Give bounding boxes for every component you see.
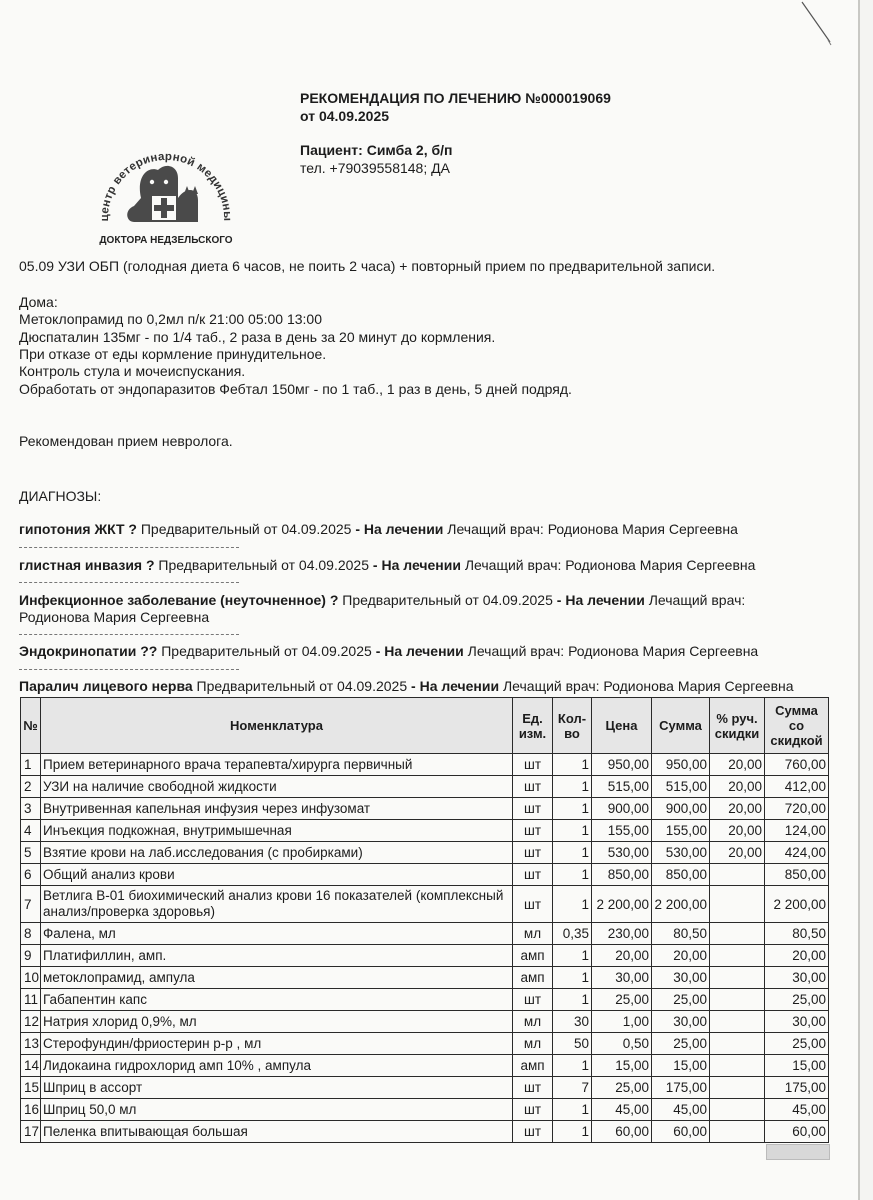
row-sum: 2 200,00 bbox=[652, 886, 710, 923]
row-qty: 7 bbox=[553, 1077, 592, 1099]
row-discount: 20,00 bbox=[710, 776, 765, 798]
row-sum: 175,00 bbox=[652, 1077, 710, 1099]
table-row bbox=[21, 1099, 829, 1121]
row-total: 25,00 bbox=[765, 989, 829, 1011]
row-number: 8 bbox=[21, 923, 41, 945]
row-price: 25,00 bbox=[592, 1077, 652, 1099]
row-unit: мл bbox=[513, 1011, 553, 1033]
row-total: 60,00 bbox=[765, 1121, 829, 1143]
row-qty: 1 bbox=[553, 1121, 592, 1143]
row-qty: 0,35 bbox=[553, 923, 592, 945]
row-name: Фалена, мл bbox=[41, 923, 513, 945]
logo-arc-text: центр ветеринарной медицины bbox=[98, 150, 234, 222]
row-name: УЗИ на наличие свободной жидкости bbox=[41, 776, 513, 798]
table-row bbox=[21, 1033, 829, 1055]
row-total: 424,00 bbox=[765, 842, 829, 864]
diagnosis-entry: Паралич лицевого нерва Предварительный от 04.09.2025 - На лечении Лечащий врач: Родионова Мария Сергеевна bbox=[19, 678, 794, 694]
table-row bbox=[21, 820, 829, 842]
row-qty: 1 bbox=[553, 754, 592, 776]
table-row bbox=[21, 776, 829, 798]
table-row bbox=[21, 989, 829, 1011]
document-title: РЕКОМЕНДАЦИЯ ПО ЛЕЧЕНИЮ №000019069 bbox=[300, 90, 611, 106]
row-discount bbox=[710, 886, 765, 923]
col-header-price: Цена bbox=[592, 698, 652, 754]
row-discount: 20,00 bbox=[710, 754, 765, 776]
row-qty: 1 bbox=[553, 989, 592, 1011]
table-row bbox=[21, 1055, 829, 1077]
row-total: 25,00 bbox=[765, 1033, 829, 1055]
row-number: 6 bbox=[21, 864, 41, 886]
table-row bbox=[21, 967, 829, 989]
divider bbox=[19, 547, 239, 548]
patient-info bbox=[300, 141, 452, 177]
row-total: 30,00 bbox=[765, 1011, 829, 1033]
row-sum: 15,00 bbox=[652, 1055, 710, 1077]
row-qty: 1 bbox=[553, 1055, 592, 1077]
row-total: 15,00 bbox=[765, 1055, 829, 1077]
row-discount bbox=[710, 1011, 765, 1033]
row-number: 11 bbox=[21, 989, 41, 1011]
col-header-unit: Ед. изм. bbox=[513, 698, 553, 754]
row-total: 45,00 bbox=[765, 1099, 829, 1121]
row-price: 0,50 bbox=[592, 1033, 652, 1055]
corner-scratch-mark bbox=[800, 0, 840, 50]
row-name: Шприц в ассорт bbox=[41, 1077, 513, 1099]
col-header-num: № bbox=[21, 698, 41, 754]
row-name: Взятие крови на лаб.исследования (с пробирками) bbox=[41, 842, 513, 864]
row-discount bbox=[710, 967, 765, 989]
row-total: 30,00 bbox=[765, 967, 829, 989]
row-qty: 30 bbox=[553, 1011, 592, 1033]
row-unit: шт bbox=[513, 864, 553, 886]
row-name: Натрия хлорид 0,9%, мл bbox=[41, 1011, 513, 1033]
row-unit: шт bbox=[513, 989, 553, 1011]
row-number: 1 bbox=[21, 754, 41, 776]
col-header-sum: Сумма bbox=[652, 698, 710, 754]
home-item: Дюспаталин 135мг - по 1/4 таб., 2 раза в день за 20 минут до кормления. bbox=[19, 329, 496, 345]
row-price: 2 200,00 bbox=[592, 886, 652, 923]
row-price: 950,00 bbox=[592, 754, 652, 776]
table-header-row bbox=[21, 698, 829, 754]
row-discount: 20,00 bbox=[710, 842, 765, 864]
dog-cat-icon bbox=[127, 166, 198, 222]
row-name: Общий анализ крови bbox=[41, 864, 513, 886]
row-qty: 1 bbox=[553, 945, 592, 967]
row-number: 10 bbox=[21, 967, 41, 989]
row-discount bbox=[710, 1099, 765, 1121]
row-qty: 1 bbox=[553, 798, 592, 820]
row-number: 16 bbox=[21, 1099, 41, 1121]
row-name: Платифиллин, амп. bbox=[41, 945, 513, 967]
diagnosis-entry: гипотония ЖКТ ? Предварительный от 04.09.2025 - На лечении Лечащий врач: Родионова Мария Сергеевна bbox=[19, 521, 738, 537]
row-discount: 20,00 bbox=[710, 798, 765, 820]
diagnosis-doctor-cont: Родионова Мария Сергеевна bbox=[19, 609, 210, 625]
row-price: 15,00 bbox=[592, 1055, 652, 1077]
row-number: 14 bbox=[21, 1055, 41, 1077]
row-sum: 530,00 bbox=[652, 842, 710, 864]
row-number: 3 bbox=[21, 798, 41, 820]
diagnosis-entry: Инфекционное заболевание (неуточненное) ? Предварительный от 04.09.2025 - На лечении Лечащий врач: bbox=[19, 592, 746, 608]
col-header-total: Сумма со скидкой bbox=[765, 698, 829, 754]
table-row bbox=[21, 945, 829, 967]
row-name: Прием ветеринарного врача терапевта/хирурга первичный bbox=[41, 754, 513, 776]
table-row bbox=[21, 923, 829, 945]
row-unit: мл bbox=[513, 923, 553, 945]
diagnosis-entry: Эндокринопатии ?? Предварительный от 04.09.2025 - На лечении Лечащий врач: Родионова Мария Сергеевна bbox=[19, 643, 759, 659]
divider bbox=[19, 634, 239, 635]
row-unit: шт bbox=[513, 820, 553, 842]
row-sum: 155,00 bbox=[652, 820, 710, 842]
row-discount bbox=[710, 1077, 765, 1099]
patient-name: Пациент: Симба 2, б/п bbox=[300, 142, 453, 158]
page-edge bbox=[858, 0, 860, 1200]
col-header-qty: Кол-во bbox=[553, 698, 592, 754]
row-name: Стерофундин/фриостерин р-р , мл bbox=[41, 1033, 513, 1055]
table-row bbox=[21, 842, 829, 864]
row-name: Габапентин капс bbox=[41, 989, 513, 1011]
row-number: 9 bbox=[21, 945, 41, 967]
row-sum: 80,50 bbox=[652, 923, 710, 945]
row-number: 5 bbox=[21, 842, 41, 864]
row-unit: шт bbox=[513, 1121, 553, 1143]
row-price: 1,00 bbox=[592, 1011, 652, 1033]
row-number: 7 bbox=[21, 886, 41, 923]
table-row bbox=[21, 864, 829, 886]
row-sum: 30,00 bbox=[652, 967, 710, 989]
row-sum: 515,00 bbox=[652, 776, 710, 798]
row-unit: шт bbox=[513, 886, 553, 923]
row-number: 13 bbox=[21, 1033, 41, 1055]
home-item: Метоклопрамид по 0,2мл п/к 21:00 05:00 13:00 bbox=[19, 311, 323, 327]
row-qty: 1 bbox=[553, 967, 592, 989]
row-total: 80,50 bbox=[765, 923, 829, 945]
row-unit: шт bbox=[513, 798, 553, 820]
row-unit: амп bbox=[513, 1055, 553, 1077]
row-price: 530,00 bbox=[592, 842, 652, 864]
document-header bbox=[300, 89, 611, 125]
row-price: 60,00 bbox=[592, 1121, 652, 1143]
row-sum: 900,00 bbox=[652, 798, 710, 820]
row-qty: 1 bbox=[553, 820, 592, 842]
table-row bbox=[21, 1121, 829, 1143]
row-name: Инъекция подкожная, внутримышечная bbox=[41, 820, 513, 842]
table-row bbox=[21, 1077, 829, 1099]
row-total: 20,00 bbox=[765, 945, 829, 967]
row-price: 20,00 bbox=[592, 945, 652, 967]
patient-phone: тел. +79039558148; ДА bbox=[300, 160, 450, 176]
clinic-logo-icon bbox=[86, 136, 246, 248]
row-total: 412,00 bbox=[765, 776, 829, 798]
row-price: 45,00 bbox=[592, 1099, 652, 1121]
row-sum: 25,00 bbox=[652, 1033, 710, 1055]
row-discount bbox=[710, 1033, 765, 1055]
row-price: 230,00 bbox=[592, 923, 652, 945]
row-price: 515,00 bbox=[592, 776, 652, 798]
row-sum: 30,00 bbox=[652, 1011, 710, 1033]
row-number: 17 bbox=[21, 1121, 41, 1143]
row-qty: 1 bbox=[553, 842, 592, 864]
home-item: Обработать от эндопаразитов Фебтал 150мг - по 1 таб., 1 раз в день, 5 дней подряд. bbox=[19, 381, 572, 397]
row-total: 850,00 bbox=[765, 864, 829, 886]
diagnosis-entry: глистная инвазия ? Предварительный от 04.09.2025 - На лечении Лечащий врач: Родионова Мария Сергеевна bbox=[19, 557, 756, 573]
row-sum: 60,00 bbox=[652, 1121, 710, 1143]
row-discount bbox=[710, 989, 765, 1011]
table-row bbox=[21, 754, 829, 776]
row-name: Ветлига В-01 биохимический анализ крови 16 показателей (комплексный анализ/проверка здоровья) bbox=[41, 886, 513, 923]
home-item: Контроль стула и мочеиспускания. bbox=[19, 363, 246, 379]
table-row bbox=[21, 798, 829, 820]
row-discount bbox=[710, 945, 765, 967]
row-number: 12 bbox=[21, 1011, 41, 1033]
row-total: 175,00 bbox=[765, 1077, 829, 1099]
row-sum: 45,00 bbox=[652, 1099, 710, 1121]
row-qty: 1 bbox=[553, 886, 592, 923]
row-discount bbox=[710, 923, 765, 945]
row-unit: шт bbox=[513, 776, 553, 798]
row-number: 15 bbox=[21, 1077, 41, 1099]
logo-bottom-text: ДОКТОРА НЕДЗЕЛЬСКОГО bbox=[99, 235, 233, 246]
row-unit: амп bbox=[513, 945, 553, 967]
row-total: 760,00 bbox=[765, 754, 829, 776]
home-heading: Дома: bbox=[19, 294, 58, 310]
row-discount bbox=[710, 1121, 765, 1143]
services-table bbox=[20, 697, 829, 1143]
row-sum: 20,00 bbox=[652, 945, 710, 967]
row-number: 4 bbox=[21, 820, 41, 842]
table-row bbox=[21, 1011, 829, 1033]
row-total: 720,00 bbox=[765, 798, 829, 820]
row-unit: шт bbox=[513, 754, 553, 776]
row-name: Пеленка впитывающая большая bbox=[41, 1121, 513, 1143]
row-qty: 50 bbox=[553, 1033, 592, 1055]
row-name: Внутривенная капельная инфузия через инфузомат bbox=[41, 798, 513, 820]
row-sum: 950,00 bbox=[652, 754, 710, 776]
row-discount: 20,00 bbox=[710, 820, 765, 842]
row-number: 2 bbox=[21, 776, 41, 798]
row-price: 155,00 bbox=[592, 820, 652, 842]
row-unit: амп bbox=[513, 967, 553, 989]
row-price: 30,00 bbox=[592, 967, 652, 989]
row-unit: шт bbox=[513, 1099, 553, 1121]
instruction-line: 05.09 УЗИ ОБП (голодная диета 6 часов, не поить 2 часа) + повторный прием по предварительной записи. bbox=[19, 258, 716, 274]
col-header-name: Номенклатура bbox=[41, 698, 513, 754]
row-name: Шприц 50,0 мл bbox=[41, 1099, 513, 1121]
row-unit: шт bbox=[513, 842, 553, 864]
row-price: 25,00 bbox=[592, 989, 652, 1011]
table-footer-cell bbox=[766, 1144, 830, 1160]
row-sum: 25,00 bbox=[652, 989, 710, 1011]
row-discount bbox=[710, 1055, 765, 1077]
row-total: 2 200,00 bbox=[765, 886, 829, 923]
clinic-logo bbox=[86, 136, 246, 248]
row-sum: 850,00 bbox=[652, 864, 710, 886]
row-qty: 1 bbox=[553, 1099, 592, 1121]
document-date: от 04.09.2025 bbox=[300, 108, 390, 124]
row-unit: мл bbox=[513, 1033, 553, 1055]
row-name: метоклопрамид, ампула bbox=[41, 967, 513, 989]
diagnoses-heading: ДИАГНОЗЫ: bbox=[19, 488, 102, 504]
neurologist-recommendation: Рекомендован прием невролога. bbox=[19, 433, 233, 449]
divider bbox=[19, 669, 239, 670]
row-qty: 1 bbox=[553, 776, 592, 798]
divider bbox=[19, 582, 239, 583]
row-price: 850,00 bbox=[592, 864, 652, 886]
table-row bbox=[21, 886, 829, 923]
row-discount bbox=[710, 864, 765, 886]
col-header-discount: % руч. скидки bbox=[710, 698, 765, 754]
row-unit: шт bbox=[513, 1077, 553, 1099]
row-qty: 1 bbox=[553, 864, 592, 886]
row-total: 124,00 bbox=[765, 820, 829, 842]
row-name: Лидокаина гидрохлорид амп 10% , ампула bbox=[41, 1055, 513, 1077]
home-item: При отказе от еды кормление принудительное. bbox=[19, 346, 327, 362]
row-price: 900,00 bbox=[592, 798, 652, 820]
